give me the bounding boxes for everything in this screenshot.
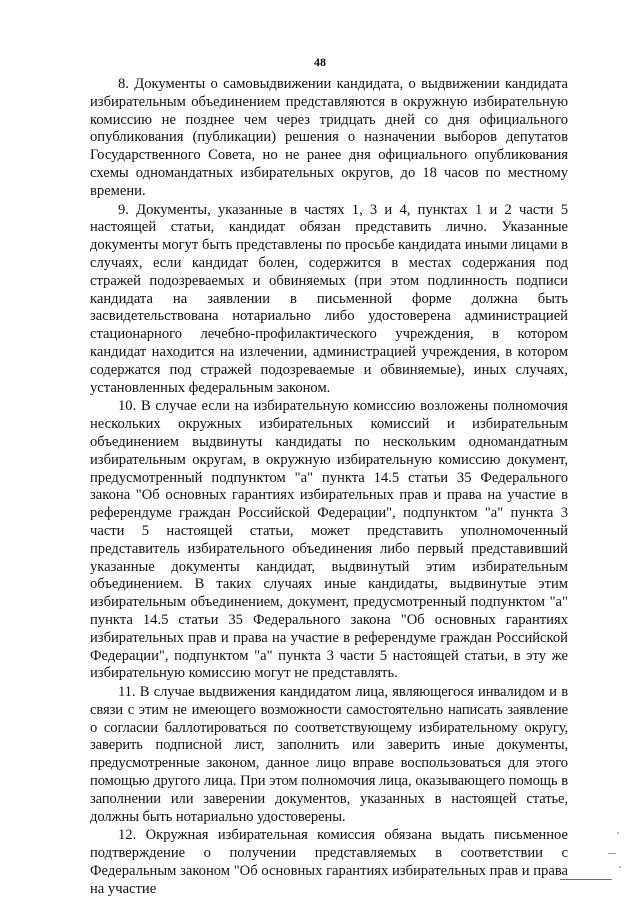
page-number: 48 (314, 55, 326, 69)
paragraph-8: 8. Документы о самовыдвижении кандидата, о выдвижении кандидата избирательным объединением представляются в окружную избирательную комиссию не позднее чем через тридцать дней со дня официального опубликования (публикации) решения о назначении выборов депутатов Государственного Совета, но не ранее дня официального опубликования схемы одномандатных избирательных округов, до 18 часов по местному времени. (90, 76, 568, 199)
scan-artifact-line (560, 879, 612, 880)
paragraph-12: 12. Окружная избирательная комиссия обязана выдать письменное подтверждение о получении представляемых в соответствии с Федеральным законом "Об основных гарантиях избирательных прав и права на участие (90, 827, 568, 897)
paragraph-10: 10. В случае если на избирательную комиссию возложены полномочия нескольких окружных избирательных комиссий и избирательным объединением выдвинуты кандидаты по нескольким одномандатным избирательным округам, в окружную избирательную комиссию документ, предусмотренный подпунктом "а" пункта 14.5 статьи 35 Федерального закона "Об основных гарантиях избирательных прав и права на участие в референдуме граждан Российской Федерации", подпунктом "а" пункта 3 части 5 настоящей статьи, может представить уполномоченный представитель избирательного объединения либо первый представивший указанные документы кандидат, выдвинутый этим избирательным объединением. В таких случаях иные кандидаты, выдвинутые этим избирательным объединением, документ, предусмотренный подпунктом "а" пункта 14.5 статьи 35 Федерального закона "Об основных гарантиях избирательных прав и права на участие в референдуме граждан Российской Федерации", подпунктом "а" пункта 3 части 5 настоящей статьи, в эту же избирательную комиссию могут не представлять. (90, 398, 568, 682)
scan-artifact-dot (617, 832, 619, 834)
document-body (90, 76, 568, 900)
scan-artifact-dot (619, 866, 621, 868)
scan-artifact-dash (608, 853, 616, 854)
paragraph-9: 9. Документы, указанные в частях 1, 3 и 4, пунктах 1 и 2 части 5 настоящей статьи, кандидат обязан представить лично. Указанные документы могут быть представлены по просьбе кандидата иными лицами в случаях, если кандидат болен, содержится в местах содержания под стражей подозреваемых и обвиняемых (при этом подлинность подписи кандидата на заявлении в письменной форме должна быть засвидетельствована нотариально либо удостоверена администрацией стационарного лечебно-профилактического учреждения, в котором кандидат находится на излечении, администрацией учреждения, в котором содержатся под стражей подозреваемые и обвиняемые), иных случаях, установленных федеральным законом. (90, 201, 568, 396)
paragraph-11: 11. В случае выдвижения кандидатом лица, являющегося инвалидом и в связи с этим не имеющего возможности самостоятельно написать заявление о согласии баллотироваться по соответствующему избирательному округу, заверить подписной лист, заполнить или заверить иные документы, предусмотренные законом, данное лицо вправе воспользоваться для этого помощью другого лица. При этом полномочия лица, оказывающего помощь в заполнении или заверении документов, указанных в настоящей статье, должны быть нотариально удостоверены. (90, 684, 568, 825)
